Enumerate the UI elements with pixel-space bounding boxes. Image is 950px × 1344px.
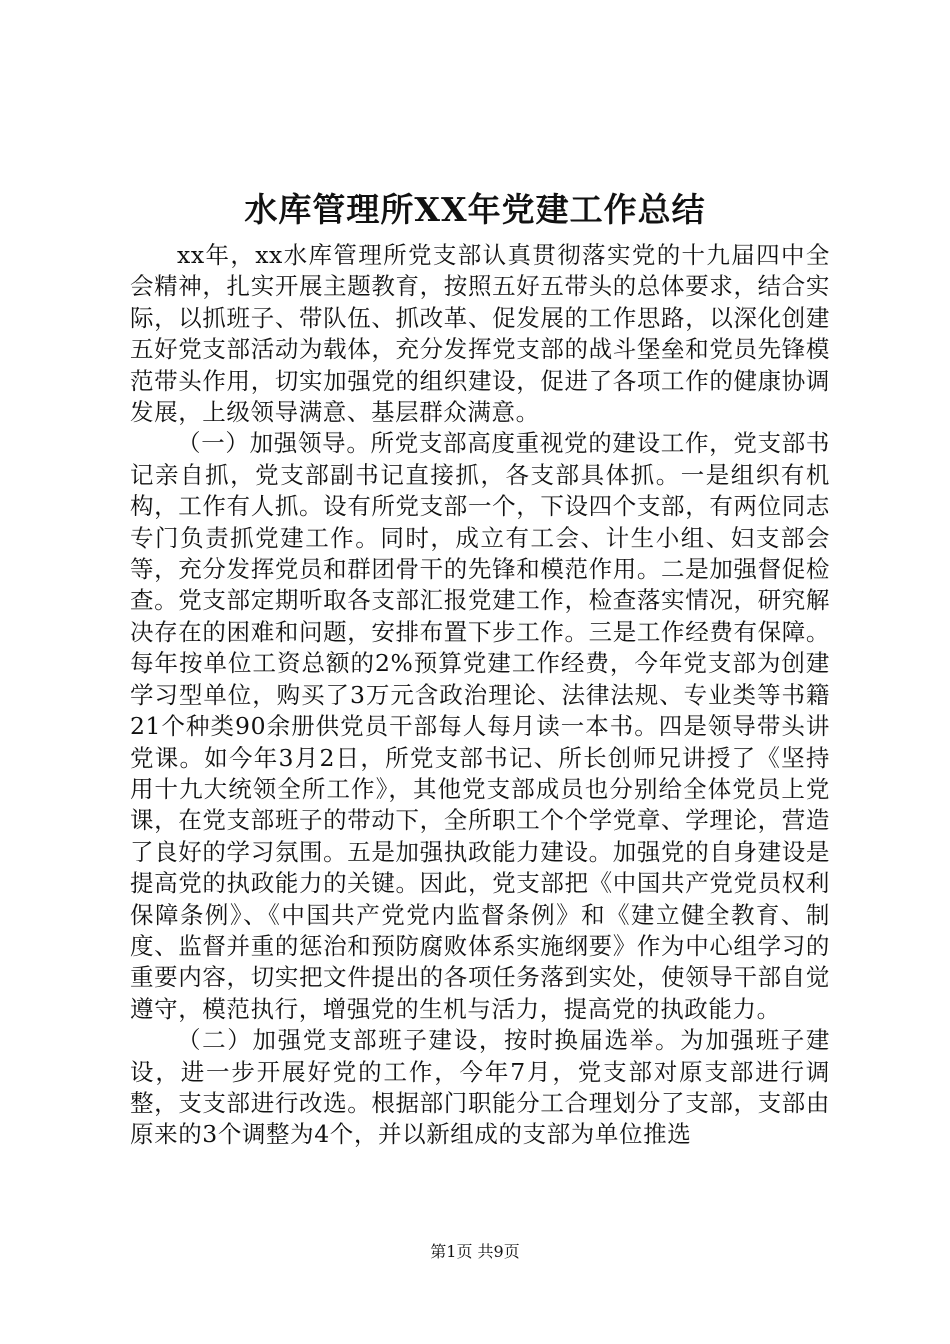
document-body bbox=[130, 240, 830, 1151]
page-number-footer: 第1页 共9页 bbox=[430, 1242, 520, 1261]
paragraph-intro: xx年，xx水库管理所党支部认真贯彻落实党的十九届四中全会精神，扎实开展主题教育，按照五好五带头的总体要求，结合实际，以抓班子、带队伍、抓改革、促发展的工作思路，以深化创建五好党支部活动为载体，充分发挥党支部的战斗堡垒和党员先锋模范带头作用，切实加强党的组织建设，促进了各项工作的健康协调发展，上级领导满意、基层群众满意。 bbox=[130, 241, 830, 427]
paragraph-section-one: （一）加强领导。所党支部高度重视党的建设工作，党支部书记亲自抓，党支部副书记直接抓，各支部具体抓。一是组织有机构，工作有人抓。设有所党支部一个，下设四个支部，有两位同志专门负责抓党建工作。同时，成立有工会、计生小组、妇支部会等，充分发挥党员和群团骨干的先锋和模范作用。二是加强督促检查。党支部定期听取各支部汇报党建工作，检查落实情况，研究解决存在的困难和问题，安排布置下步工作。三是工作经费有保障。每年按单位工资总额的2%预算党建工作经费，今年党支部为创建学习型单位，购买了3万元含政治理论、法律法规、专业类等书籍21个种类90余册供党员干部每人每月读一本书。四是领导带头讲党课。如今年3月2日，所党支部书记、所长创师兄讲授了《坚持用十九大统领全所工作》，其他党支部成员也分别给全体党员上党课，在党支部班子的带动下，全所职工个个学党章、学理论，营造了良好的学习氛围。五是加强执政能力建设。加强党的自身建设是提高党的执政能力的关键。因此，党支部把《中国共产党党员权利保障条例》、《中国共产党党内监督条例》和《建立健全教育、制度、监督并重的惩治和预防腐败体系实施纲要》作为中心组学习的重要内容，切实把文件提出的各项任务落到实处，使领导干部自觉遵守，模范执行，增强党的生机与活力，提高党的执政能力。 bbox=[130, 429, 830, 1023]
document-title: 水库管理所XX年党建工作总结 bbox=[244, 190, 706, 229]
paragraph-section-two: （二）加强党支部班子建设，按时换届选举。为加强班子建设，进一步开展好党的工作，今年7月，党支部对原支部进行调整，支支部进行改选。根据部门职能分工合理划分了支部，支部由原来的3个调整为4个，并以新组成的支部为单位推选 bbox=[130, 1026, 830, 1149]
